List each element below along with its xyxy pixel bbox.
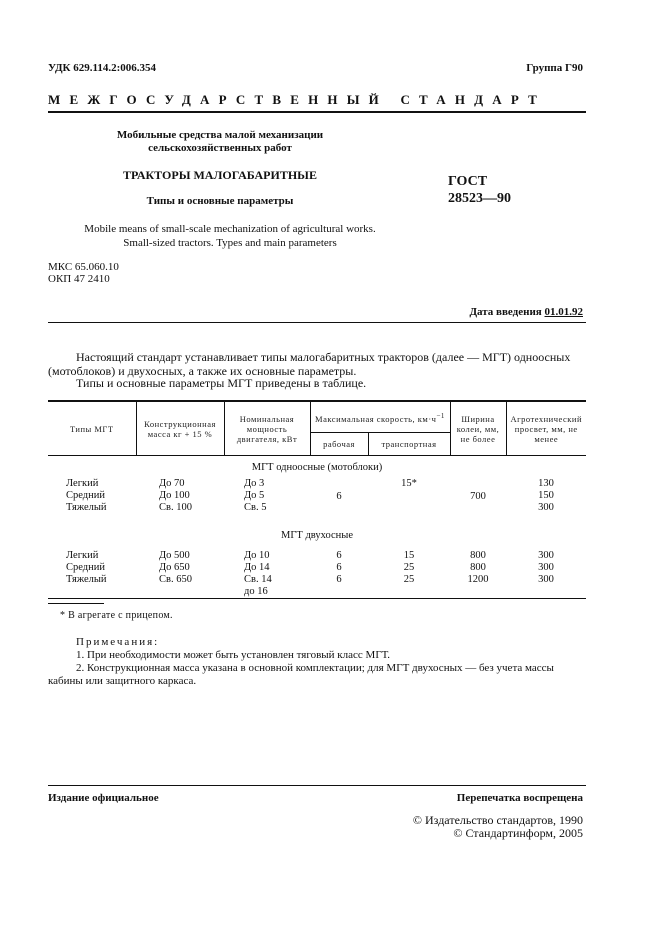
header-clearance: Агротехнический просвет, мм, не менее xyxy=(506,401,586,456)
subtitle: Типы и основные параметры xyxy=(146,195,294,207)
group-code: Группа Г90 xyxy=(526,62,583,74)
header-speed-exponent: −1 xyxy=(436,411,445,420)
header-speed-work: рабочая xyxy=(310,433,368,456)
power-cell: до 16 xyxy=(244,586,268,597)
reprint-prohibited: Перепечатка воспрещена xyxy=(456,792,583,804)
mass-cell: До 100 xyxy=(159,490,190,501)
official-edition: Издание официальное xyxy=(48,792,159,804)
clearance-cell: 300 xyxy=(538,550,554,561)
type-cell: Тяжелый xyxy=(66,574,107,585)
gost-number: 28523—90 xyxy=(448,191,511,206)
type-cell: Средний xyxy=(66,490,105,501)
type-cell: Средний xyxy=(66,562,105,573)
note-2: 2. Конструкционная масса указана в основной комплектации; для МГТ двухосных — без учета массы кабины или защитного каркаса. xyxy=(48,662,554,687)
section-title-uniaxial: МГТ одноосные (мотоблоки) xyxy=(251,461,383,473)
copyright-2005: © Стандартинформ, 2005 xyxy=(453,826,583,840)
table-row xyxy=(48,478,586,514)
intro-paragraph: Настоящий стандарт устанавливает типы малогабаритных тракторов (далее — МГТ) одноосных (мотоблоков) и двухосных, а также их основные параметры. xyxy=(48,350,571,378)
header-speed-transport: транспортная xyxy=(368,433,450,456)
intro-date-label: Дата введения xyxy=(469,306,542,318)
track-cell: 800 xyxy=(470,562,486,573)
title-line-1: Мобильные средства малой механизации xyxy=(116,129,324,141)
header-power: Номинальная мощность двигателя, кВт xyxy=(224,401,310,456)
power-cell: Св. 14 xyxy=(244,574,272,585)
power-cell: До 14 xyxy=(244,562,270,573)
mass-cell: До 70 xyxy=(159,478,185,489)
mass-cell: Св. 650 xyxy=(159,574,192,585)
english-title-1: Mobile means of small-scale mechanization of agricultural works. xyxy=(84,223,376,235)
clearance-cell: 300 xyxy=(538,574,554,585)
english-title-2: Small-sized tractors. Types and main parameters xyxy=(123,237,337,249)
type-cell: Легкий xyxy=(66,550,99,561)
title-line-2: сельскохозяйственных работ xyxy=(148,142,292,154)
track-cell: 700 xyxy=(470,490,486,502)
okp-code: ОКП 47 2410 xyxy=(48,273,110,285)
header-mass: Конструкционная масса кг + 15 % xyxy=(136,401,224,456)
mass-cell: До 500 xyxy=(159,550,190,561)
power-cell: Св. 5 xyxy=(244,502,267,513)
copyright-1990: © Издательство стандартов, 1990 xyxy=(412,813,583,827)
type-cell: Тяжелый xyxy=(66,502,107,513)
udk-code: УДК 629.114.2:006.354 xyxy=(48,62,157,74)
header-speed-label: Максимальная скорость, км·ч xyxy=(315,413,437,424)
header-rule xyxy=(48,111,586,113)
clearance-cell: 300 xyxy=(538,502,554,513)
mass-cell: Св. 100 xyxy=(159,502,192,513)
notes-heading: Примечания: xyxy=(76,636,160,648)
table-row xyxy=(48,550,586,599)
interstate-standard-heading: МЕЖГОСУДАРСТВЕННЫЙ СТАНДАРТ xyxy=(48,92,547,107)
section-title-biaxial: МГТ двухосные xyxy=(281,529,353,541)
gost-label: ГОСТ xyxy=(448,174,488,189)
speed-work-cell: 6 xyxy=(336,490,342,502)
speed-work-cell: 6 xyxy=(336,550,342,561)
intro-date-value: 01.01.92 xyxy=(544,306,583,318)
classification-codes xyxy=(48,261,119,285)
mass-cell: До 650 xyxy=(159,562,190,573)
header-speed xyxy=(310,401,450,433)
power-cell: До 5 xyxy=(244,490,265,501)
speed-transport-cell: 25 xyxy=(403,574,415,585)
power-cell: До 10 xyxy=(244,550,270,561)
speed-transport-cell: 15* xyxy=(401,478,417,489)
track-cell: 800 xyxy=(470,550,486,561)
track-cell: 1200 xyxy=(467,574,489,585)
header-types: Типы МГТ xyxy=(69,423,114,434)
footnote: * В агрегате с прицепом. xyxy=(60,610,173,621)
footnote-rule xyxy=(48,603,104,604)
table-reference-paragraph: Типы и основные параметры МГТ приведены в таблице. xyxy=(76,376,367,390)
clearance-cell: 150 xyxy=(538,490,554,501)
parameters-table xyxy=(48,400,586,599)
speed-transport-cell: 15 xyxy=(403,550,415,561)
note-1: 1. При необходимости может быть установлен тяговый класс МГТ. xyxy=(76,649,391,661)
speed-transport-cell: 25 xyxy=(403,562,415,573)
power-cell: До 3 xyxy=(244,478,265,489)
footer-rule xyxy=(48,785,586,786)
type-cell: Легкий xyxy=(66,478,99,489)
date-rule xyxy=(48,322,586,323)
main-title: ТРАКТОРЫ МАЛОГАБАРИТНЫЕ xyxy=(123,168,317,182)
mks-code: МКС 65.060.10 xyxy=(48,261,119,273)
clearance-cell: 130 xyxy=(538,478,554,489)
clearance-cell: 300 xyxy=(538,562,554,573)
intro-date xyxy=(469,306,583,318)
speed-work-cell: 6 xyxy=(336,562,342,573)
speed-work-cell: 6 xyxy=(336,574,342,585)
header-track: Ширина колеи, мм, не более xyxy=(450,401,506,456)
